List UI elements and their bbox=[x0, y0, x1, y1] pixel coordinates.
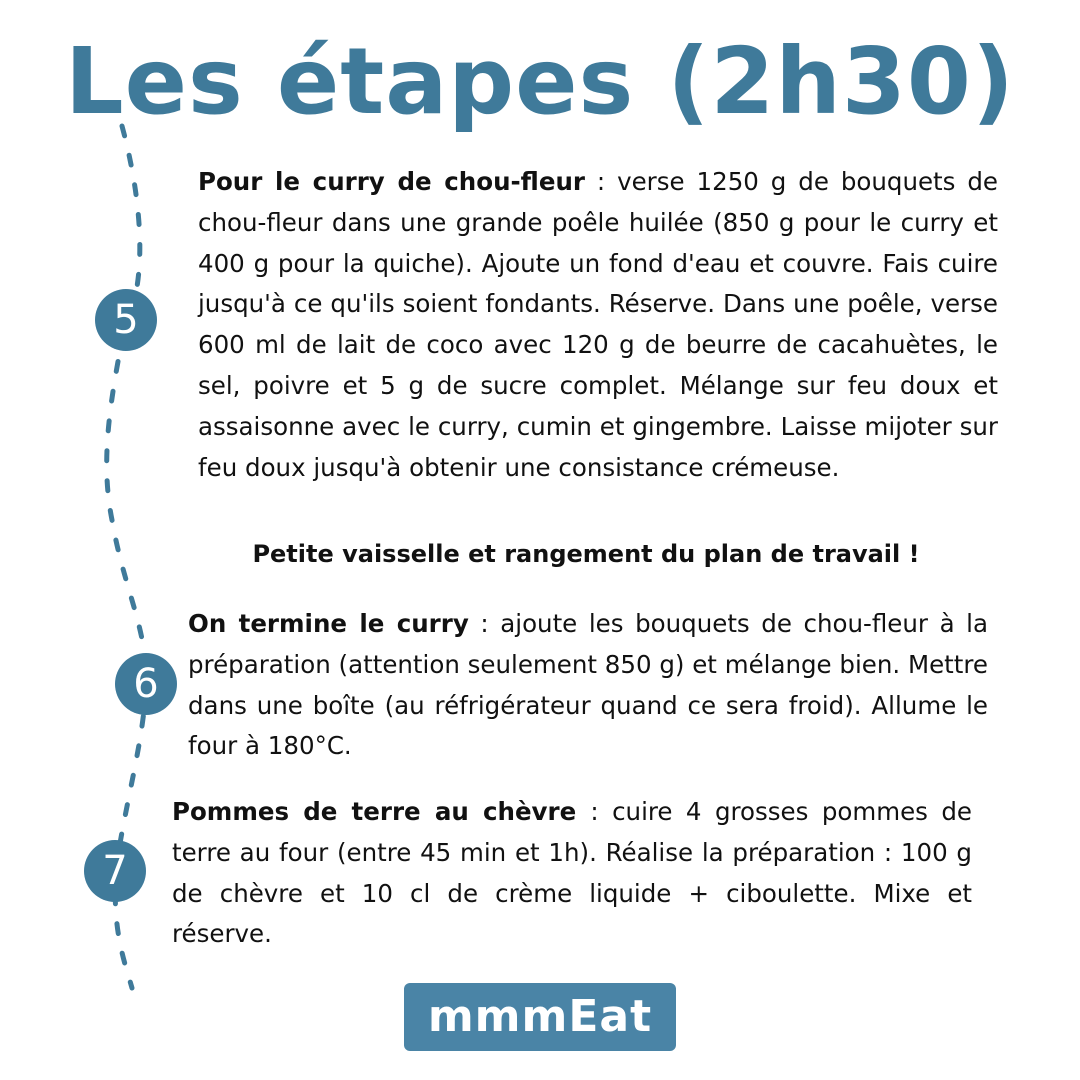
step-6-lead: On termine le curry bbox=[188, 609, 469, 638]
step-5-number-badge: 5 bbox=[95, 289, 157, 351]
step-5-text bbox=[198, 162, 998, 488]
step-5-body: : verse 1250 g de bouquets de chou-fleur dans une grande poêle huilée (850 g pour le curry et 400 g pour la quiche). Ajoute un fond d'eau et couvre. Fais cuire jusqu'à ce qu'ils soient fondants. Réserve. Dans une poêle, verse 600 ml de lait de coco avec 120 g de beurre de cacahuètes, le sel, poivre et 5 g de sucre complet. Mélange sur feu doux et assaisonne avec le curry, cumin et gingembre. Laisse mijoter sur feu doux jusqu'à obtenir une consistance crémeuse. bbox=[198, 167, 998, 482]
step-7-number-badge: 7 bbox=[84, 840, 146, 902]
cleanup-note: Petite vaisselle et rangement du plan de travail ! bbox=[252, 540, 920, 568]
brand-logo: mmmEat bbox=[404, 983, 676, 1051]
step-7-lead: Pommes de terre au chèvre bbox=[172, 797, 591, 826]
step-6-number-badge: 6 bbox=[115, 653, 177, 715]
step-7-text bbox=[172, 792, 972, 955]
step-5-lead: Pour le curry de chou-fleur bbox=[198, 167, 585, 196]
step-7-body: : cuire 4 grosses pommes de terre au four (entre 45 min et 1h). Réalise la préparation : 100 g de chèvre et 10 cl de crème liquide + ciboulette. Mixe et réserve. bbox=[172, 797, 972, 949]
page-title: Les étapes (2h30) bbox=[65, 28, 1015, 135]
step-6-text bbox=[188, 604, 988, 767]
step-6-body: : ajoute les bouquets de chou-fleur à la préparation (attention seulement 850 g) et mélange bien. Mettre dans une boîte (au réfrigérateur quand ce sera froid). Allume le four à 180°C. bbox=[188, 609, 988, 761]
